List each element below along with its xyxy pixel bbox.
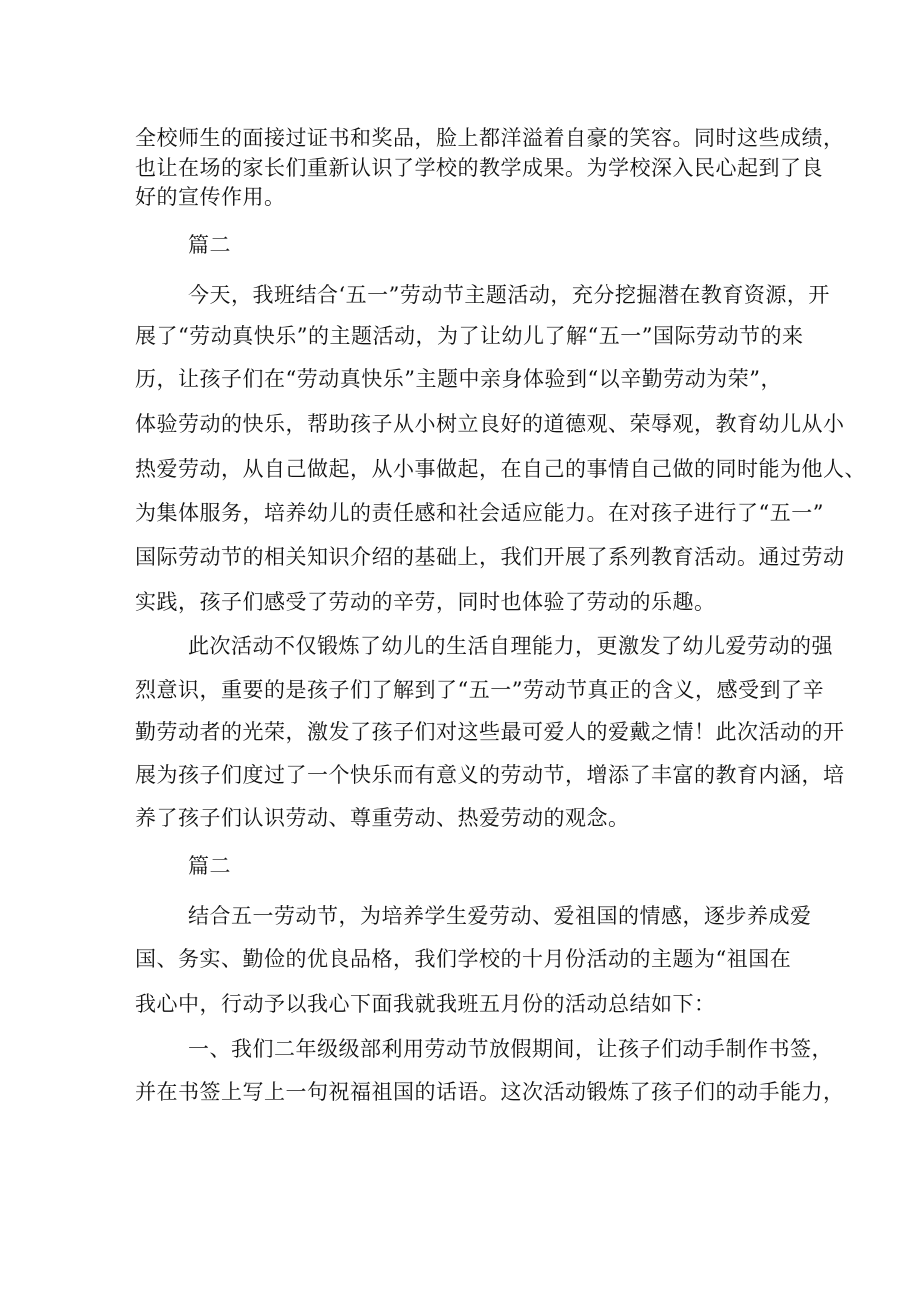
- paragraph-line: 勤劳动者的光荣，激发了孩子们对这些最可爱人的爱戴之情！此次活动的开: [135, 720, 845, 744]
- paragraph-line: 历，让孩子们在“劳动真快乐”主题中亲身体验到“以辛勤劳动为荣”，: [135, 367, 782, 391]
- paragraph-line: 体验劳动的快乐，帮助孩子从小树立良好的道德观、荣辱观，教育幼儿从小: [135, 412, 845, 436]
- paragraph-line: 展了“劳动真快乐”的主题活动，为了让幼儿了解“五一”国际劳动节的来: [135, 324, 804, 348]
- paragraph-line: 养了孩子们认识劳动、尊重劳动、热爱劳动的观念。: [135, 806, 630, 830]
- paragraph-line: 热爱劳动，从自己做起，从小事做起，在自己的事情自己做的同时能为他人、: [135, 457, 866, 481]
- paragraph-line: 今天，我班结合‘五一”劳动节主题活动，充分挖掘潜在教育资源，开: [188, 283, 830, 307]
- paragraph-line: 好的宣传作用。: [135, 185, 286, 209]
- paragraph-line: 烈意识，重要的是孩子们了解到了“五一”劳动节真正的含义，感受到了辛: [135, 678, 824, 702]
- paragraph-line: 此次活动不仅锻炼了幼儿的生活自理能力，更激发了幼儿爱劳动的强: [188, 634, 833, 658]
- section-heading: 篇二: [188, 854, 231, 878]
- section-heading: 篇二: [188, 233, 231, 257]
- paragraph-line: 也让在场的家长们重新认识了学校的教学成果。为学校深入民心起到了良: [135, 156, 823, 180]
- paragraph-line: 实践，孩子们感受了劳动的辛劳，同时也体验了劳动的乐趣。: [135, 590, 716, 614]
- paragraph-line: 展为孩子们度过了一个快乐而有意义的劳动节，增添了丰富的教育内涵，培: [135, 763, 845, 787]
- paragraph-line: 为集体服务，培养幼儿的责任感和社会适应能力。在对孩子进行了“五一”: [135, 501, 824, 525]
- paragraph-line: 一、我们二年级级部利用劳动节放假期间，让孩子们动手制作书签，: [188, 1037, 833, 1061]
- paragraph-line: 并在书签上写上一句祝福祖国的话语。这次活动锻炼了孩子们的动手能力，: [135, 1080, 845, 1104]
- paragraph-line: 结合五一劳动节，为培养学生爱劳动、爱祖国的情感，逐步养成爱: [188, 904, 812, 928]
- paragraph-line: 国际劳动节的相关知识介绍的基础上，我们开展了系列教育活动。通过劳动: [135, 545, 845, 569]
- paragraph-line: 全校师生的面接过证书和奖品，脸上都洋溢着自豪的笑容。同时这些成绩，: [135, 126, 845, 150]
- paragraph-line: 我心中，行动予以我心下面我就我班五月份的活动总结如下：: [135, 992, 716, 1016]
- paragraph-line: 国、务实、勤俭的优良品格，我们学校的十月份活动的主题为“祖国在: [135, 947, 792, 971]
